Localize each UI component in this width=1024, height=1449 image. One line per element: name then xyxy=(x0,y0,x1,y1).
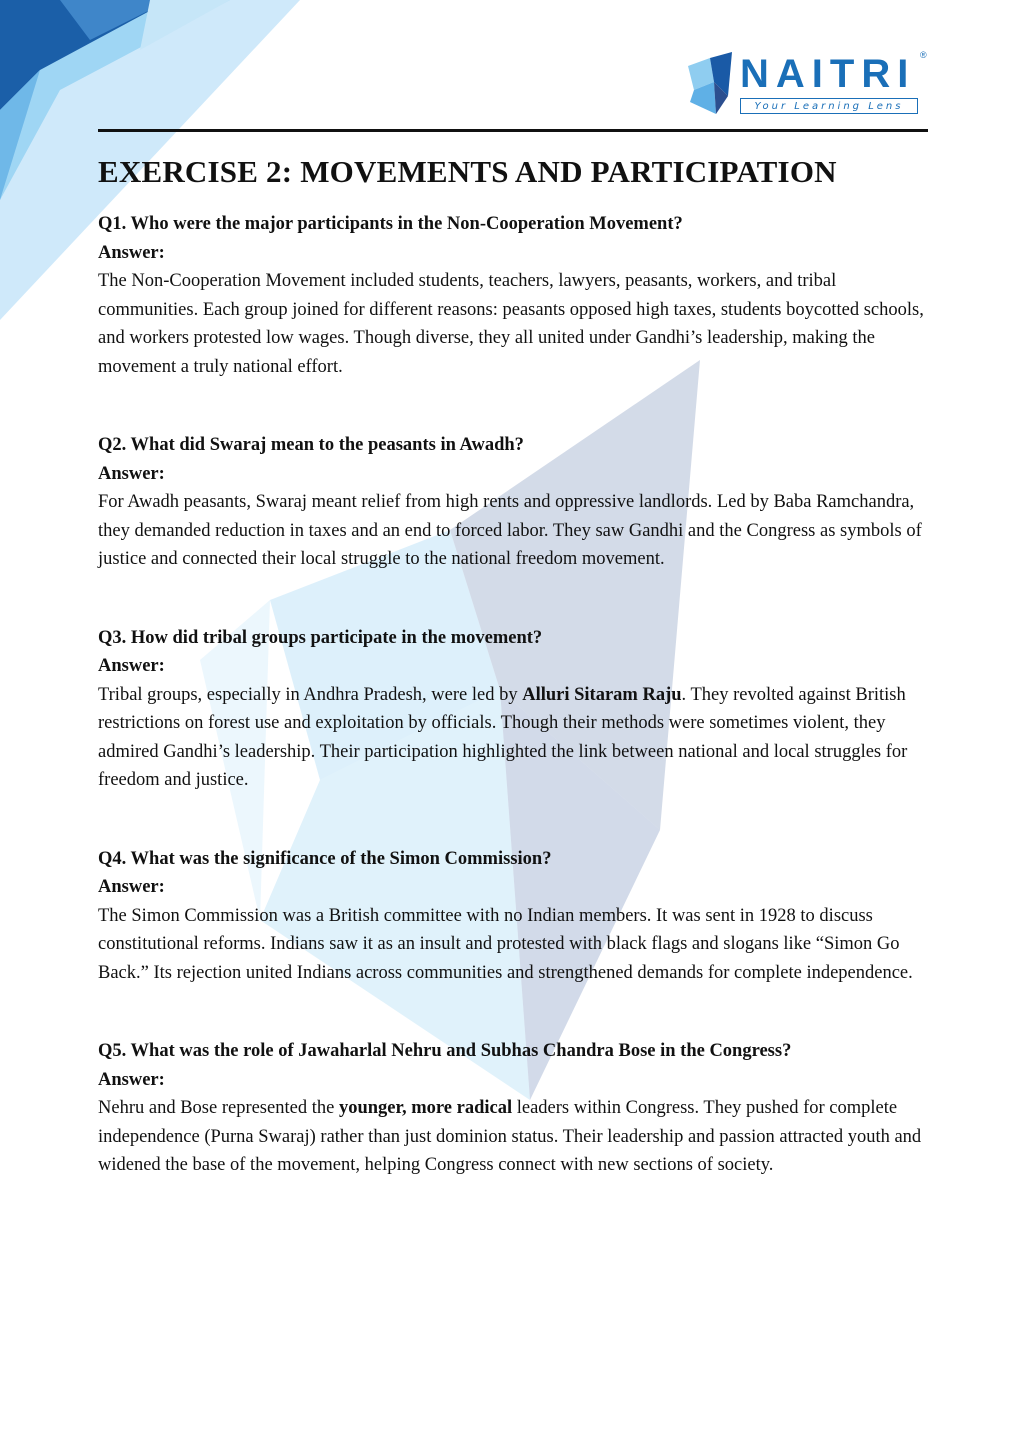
qa-item-4 xyxy=(98,845,928,988)
answer-1: The Non-Cooperation Movement included students, teachers, lawyers, peasants, workers, and tribal communities. Each group joined for different reasons: peasants opposed high taxes, students boycotted schools, and workers protested low wages. Though diverse, they all united under Gandhi’s leadership, making the movement a truly national effort. xyxy=(98,271,924,377)
answer-5-emphasis: younger, more radical xyxy=(338,1098,513,1118)
document-body xyxy=(98,150,928,1180)
qa-item-3 xyxy=(98,624,928,795)
answer-3-emphasis: Alluri Sitaram Raju xyxy=(522,684,682,705)
qa-item-1 xyxy=(98,210,928,381)
question-2: Q2. What did Swaraj mean to the peasants in Awadh? xyxy=(98,435,524,455)
answer-3 xyxy=(98,681,928,795)
question-4: Q4. What was the significance of the Simon Commission? xyxy=(98,848,552,869)
question-1: Q1. Who were the major participants in the Non-Cooperation Movement? xyxy=(98,214,683,234)
answer-3-text-start: Tribal groups, especially in Andhra Pradesh, were led by xyxy=(98,684,523,705)
logo-mark-icon xyxy=(684,52,736,114)
answer-label-4: Answer: xyxy=(98,877,165,897)
answer-3-text-end: . They revolted against British restrictions on forest use and exploitation by officials. Though their methods were sometimes violent, they admired Gandhi’s leadership. Their participation highlighted the link between national and local struggles for freedom and justice. xyxy=(98,684,908,790)
qa-item-5 xyxy=(98,1037,928,1180)
answer-2: For Awadh peasants, Swaraj meant relief from high rents and oppressive landlords. Led by Baba Ramchandra, they demanded reduction in taxes and an end to forced labor. They saw Gandhi and the Congress as symbols of justice and connected their local struggle to the national freedom movement. xyxy=(98,492,922,569)
answer-4: The Simon Commission was a British committee with no Indian members. It was sent in 1928 to discuss constitutional reforms. Indians saw it as an insult and protested with black flags and slogans like “Simon Go Back.” Its rejection united Indians across communities and strengthened demands for complete independence. xyxy=(98,905,913,983)
header-divider xyxy=(98,129,928,132)
page-title: EXERCISE 2: MOVEMENTS AND PARTICIPATION xyxy=(98,154,837,189)
answer-5-text-start: Nehru and Bose represented the xyxy=(98,1098,339,1118)
answer-label-5: Answer: xyxy=(98,1069,165,1090)
brand-logo xyxy=(684,50,934,120)
qa-item-2 xyxy=(98,431,928,574)
answer-5 xyxy=(98,1094,928,1180)
question-3: Q3. How did tribal groups participate in the movement? xyxy=(98,627,543,648)
answer-label-2: Answer: xyxy=(98,463,165,484)
logo-wordmark: NAITRI xyxy=(740,52,916,96)
question-5: Q5. What was the role of Jawaharlal Nehru and Subhas Chandra Bose in the Congress? xyxy=(98,1041,792,1061)
answer-label-1: Answer: xyxy=(98,242,165,263)
answer-5-text-end: leaders within Congress. They pushed for complete independence (Purna Swaraj) rather than just dominion status. Their leadership and passion attracted youth and widened the base of the movement, helping Congress connect with new sections of society. xyxy=(98,1098,922,1175)
registered-mark: ® xyxy=(920,50,927,60)
answer-label-3: Answer: xyxy=(98,656,165,676)
logo-tagline: Your Learning Lens xyxy=(740,98,918,114)
